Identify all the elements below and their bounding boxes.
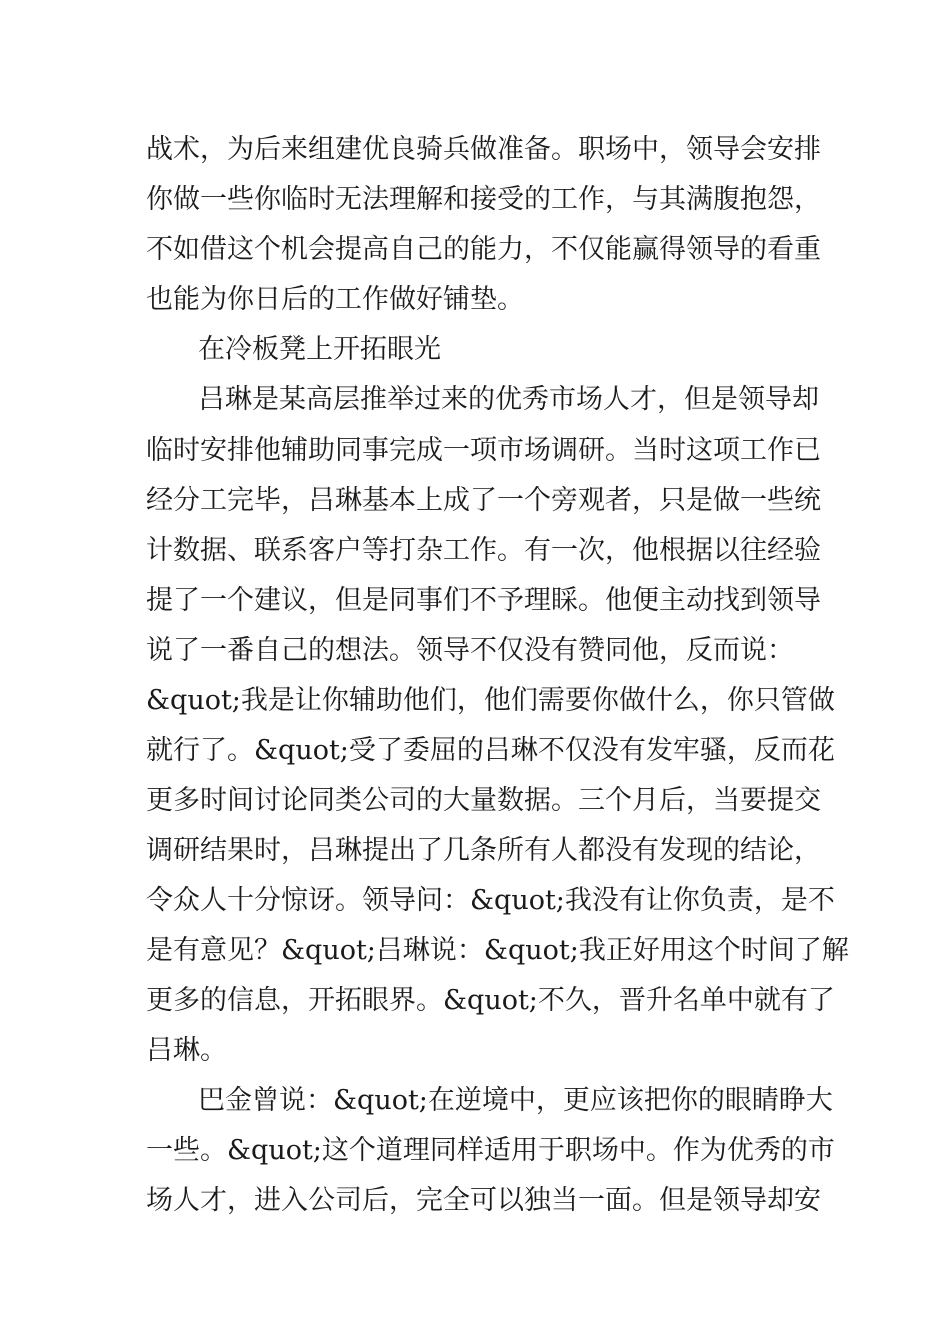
paragraph-line: 场人才，进入公司后，完全可以独当一面。但是领导却安: [146, 1185, 821, 1216]
paragraph-line: 你做一些你临时无法理解和接受的工作，与其满腹抱怨，: [146, 184, 821, 215]
paragraph-line: 说了一番自己的想法。领导不仅没有赞同他，反而说：: [146, 635, 794, 666]
paragraph-line: 就行了。&quot;受了委屈的吕琳不仅没有发牢骚，反而花: [146, 735, 835, 766]
paragraph-line: 是有意见？&quot;吕琳说：&quot;我正好用这个时间了解: [146, 935, 849, 966]
paragraph-line: &quot;我是让你辅助他们，他们需要你做什么，你只管做: [146, 685, 835, 716]
paragraph-line: 一些。&quot;这个道理同样适用于职场中。作为优秀的市: [146, 1135, 835, 1166]
paragraph-line: 吕琳。: [146, 1035, 227, 1066]
paragraph-line: 调研结果时，吕琳提出了几条所有人都没有发现的结论，: [146, 835, 821, 866]
paragraph-line: 更多的信息，开拓眼界。&quot;不久，晋升名单中就有了: [146, 985, 835, 1016]
paragraph-line: 巴金曾说：&quot;在逆境中，更应该把你的眼睛睁大: [198, 1085, 833, 1116]
paragraph-line: 提了一个建议，但是同事们不予理睬。他便主动找到领导: [146, 585, 821, 616]
paragraph-line: 不如借这个机会提高自己的能力，不仅能赢得领导的看重: [146, 234, 821, 265]
paragraph-line: 经分工完毕，吕琳基本上成了一个旁观者，只是做一些统: [146, 485, 821, 516]
section-heading: 在冷板凳上开拓眼光: [198, 334, 441, 365]
paragraph-line: 计数据、联系客户等打杂工作。有一次，他根据以往经验: [146, 535, 821, 566]
paragraph-line: 临时安排他辅助同事完成一项市场调研。当时这项工作已: [146, 435, 821, 466]
paragraph-line: 令众人十分惊讶。领导问：&quot;我没有让你负责，是不: [146, 885, 835, 916]
paragraph-line: 战术，为后来组建优良骑兵做准备。职场中，领导会安排: [146, 134, 821, 165]
paragraph-line: 吕琳是某高层推举过来的优秀市场人才，但是领导却: [198, 384, 819, 415]
paragraph-line: 也能为你日后的工作做好铺垫。: [146, 284, 524, 315]
paragraph-line: 更多时间讨论同类公司的大量数据。三个月后，当要提交: [146, 785, 821, 816]
